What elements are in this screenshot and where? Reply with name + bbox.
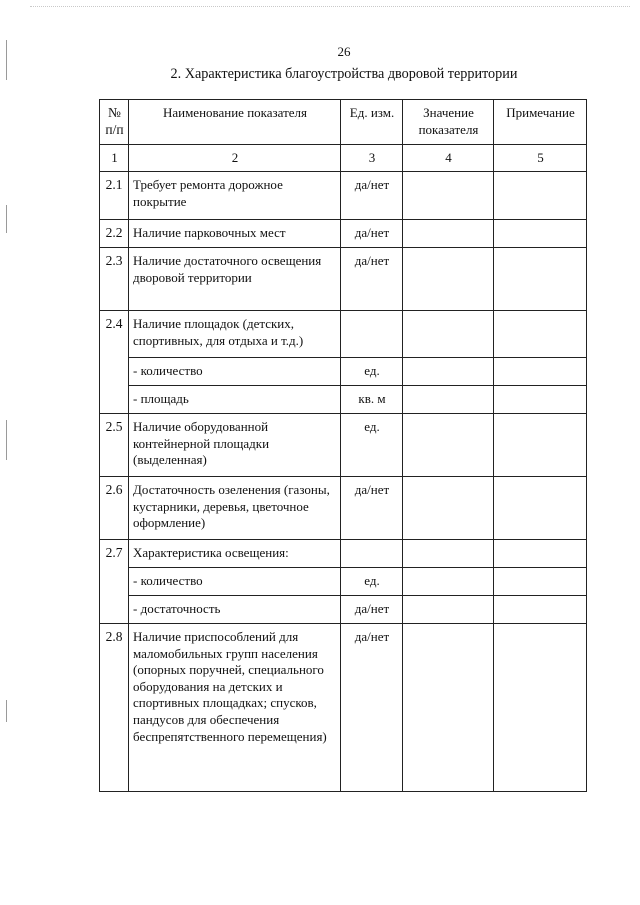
row-unit: да/нет — [341, 248, 403, 311]
row-unit — [341, 311, 403, 358]
row-note-cell — [494, 311, 587, 358]
row-value-cell — [403, 220, 494, 248]
row-value-cell — [403, 477, 494, 540]
table-subrow — [100, 386, 587, 414]
row-unit — [341, 540, 403, 568]
row-value-cell — [403, 568, 494, 596]
row-note-cell — [494, 477, 587, 540]
row-value-cell — [403, 596, 494, 624]
scan-margin-mark — [6, 40, 7, 80]
row-name: Наличие парковочных мест — [129, 220, 341, 248]
row-number: 2.1 — [100, 172, 129, 220]
row-number: 2.6 — [100, 477, 129, 540]
index-cell: 2 — [129, 145, 341, 172]
row-unit: ед. — [341, 414, 403, 477]
row-name: Наличие площадок (детских, спортивных, для отдыха и т.д.) — [129, 311, 341, 358]
row-note-cell — [494, 624, 587, 792]
row-number: 2.2 — [100, 220, 129, 248]
table-index-row — [100, 145, 587, 172]
row-note-cell — [494, 414, 587, 477]
row-note-cell — [494, 358, 587, 386]
row-number: 2.3 — [100, 248, 129, 311]
row-number: 2.7 — [100, 540, 129, 624]
row-number: 2.8 — [100, 624, 129, 792]
table-row — [100, 220, 587, 248]
row-note-cell — [494, 172, 587, 220]
indicator-table — [99, 99, 587, 792]
row-unit: да/нет — [341, 477, 403, 540]
index-cell: 3 — [341, 145, 403, 172]
table-row — [100, 624, 587, 792]
table-header-row — [100, 100, 587, 145]
index-cell: 5 — [494, 145, 587, 172]
row-name: Наличие достаточного освещения дворовой территории — [129, 248, 341, 311]
header-note: Примечание — [494, 100, 587, 145]
row-note-cell — [494, 540, 587, 568]
header-unit: Ед. изм. — [341, 100, 403, 145]
subrow-unit: ед. — [341, 568, 403, 596]
scan-margin-mark — [6, 205, 7, 233]
row-number: 2.5 — [100, 414, 129, 477]
index-cell: 4 — [403, 145, 494, 172]
header-value: Значение показателя — [403, 100, 494, 145]
subrow-unit: ед. — [341, 358, 403, 386]
row-value-cell — [403, 358, 494, 386]
table-subrow — [100, 596, 587, 624]
row-note-cell — [494, 596, 587, 624]
row-unit: да/нет — [341, 172, 403, 220]
subrow-unit: кв. м — [341, 386, 403, 414]
row-note-cell — [494, 386, 587, 414]
table-row — [100, 414, 587, 477]
row-value-cell — [403, 172, 494, 220]
row-number: 2.4 — [100, 311, 129, 414]
row-value-cell — [403, 414, 494, 477]
subrow-name: - площадь — [129, 386, 341, 414]
table-subrow — [100, 568, 587, 596]
index-cell: 1 — [100, 145, 129, 172]
table-row — [100, 477, 587, 540]
row-unit: да/нет — [341, 624, 403, 792]
row-note-cell — [494, 568, 587, 596]
header-num: № п/п — [100, 100, 129, 145]
row-value-cell — [403, 624, 494, 792]
table-row — [100, 311, 587, 358]
subrow-name: - количество — [129, 358, 341, 386]
row-value-cell — [403, 540, 494, 568]
row-value-cell — [403, 248, 494, 311]
subrow-unit: да/нет — [341, 596, 403, 624]
row-value-cell — [403, 311, 494, 358]
row-name: Достаточность озеленения (газоны, кустарники, деревья, цветочное оформление) — [129, 477, 341, 540]
row-note-cell — [494, 248, 587, 311]
row-unit: да/нет — [341, 220, 403, 248]
row-note-cell — [494, 220, 587, 248]
page-number: 26 — [337, 44, 351, 59]
table-row — [100, 172, 587, 220]
section-title: 2. Характеристика благоустройства дворовой территории — [170, 66, 518, 82]
subrow-name: - достаточность — [129, 596, 341, 624]
table-subrow — [100, 358, 587, 386]
header-name: Наименование показателя — [129, 100, 341, 145]
scan-margin-mark — [6, 700, 7, 722]
subrow-name: - количество — [129, 568, 341, 596]
row-value-cell — [403, 386, 494, 414]
scan-edge-noise — [30, 6, 630, 8]
row-name: Наличие оборудованной контейнерной площадки (выделенная) — [129, 414, 341, 477]
table-row — [100, 540, 587, 568]
table-row — [100, 248, 587, 311]
row-name: Требует ремонта дорожное покрытие — [129, 172, 341, 220]
row-name: Наличие приспособлений для маломобильных групп населения (опорных поручней, специального оборудования на детских и спортивных площадках; спусков, пандусов для обеспечения беспрепятственного перемещения) — [129, 624, 341, 792]
scan-margin-mark — [6, 420, 7, 460]
row-name: Характеристика освещения: — [129, 540, 341, 568]
